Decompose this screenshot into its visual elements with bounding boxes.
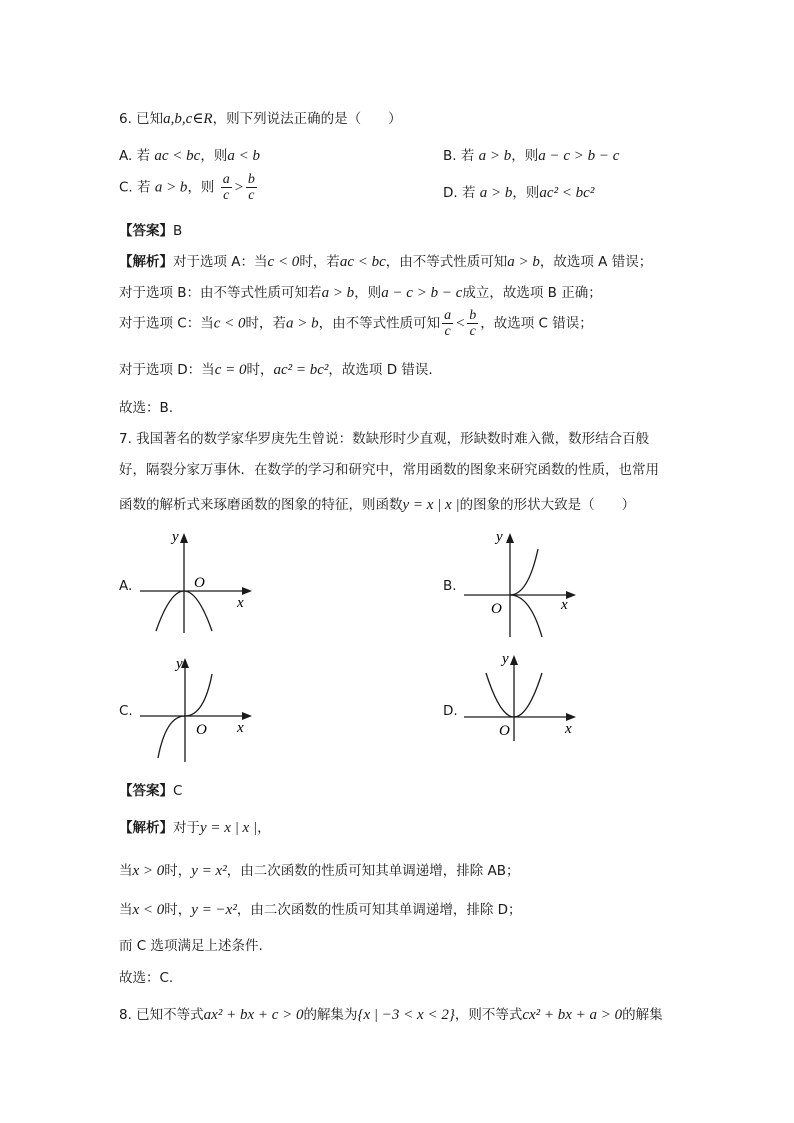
q6-analysis-line1: 【解析】对于选项 A：当c < 0时，若ac < bc，由不等式性质可知a > b，故选项 A 错误； — [119, 254, 653, 270]
curve-upper-branch — [510, 549, 538, 595]
q7-answer: 【答案】C — [119, 783, 183, 799]
y-axis-arrow — [180, 533, 188, 543]
graph-b-label: B. — [443, 578, 457, 594]
x-axis-arrow — [566, 713, 576, 721]
origin-label: O — [491, 601, 502, 617]
graph-c-label: C. — [119, 703, 133, 719]
graph-d — [464, 645, 594, 745]
curve-lower-branch — [510, 595, 542, 637]
q7-analysis-line4: 而 C 选项满足上述条件. — [119, 938, 263, 954]
x-label: x — [237, 595, 244, 611]
graph-c — [140, 650, 270, 765]
q7-analysis-line1: 【解析】对于y = x | x |， — [119, 820, 271, 836]
x-label: x — [237, 720, 244, 736]
q6-conclusion: 故选：B. — [119, 400, 174, 416]
q6-analysis-line3: 对于选项 C：当c < 0时，若a > b，由不等式性质可知 $\frac{a}{c}$ < $\frac{b}{c}$ ，故选项 C 错误； — [119, 308, 593, 339]
y-label: y — [176, 656, 183, 672]
y-axis-arrow — [510, 655, 518, 665]
y-label: y — [496, 529, 503, 545]
x-axis-arrow — [242, 712, 252, 720]
y-axis-arrow — [506, 533, 514, 543]
x-label: x — [561, 597, 568, 613]
q7-stem-line2: 好，隔裂分家万事休．在数学的学习和研究中，常用函数的图象来研究函数的性质，也常用 — [119, 462, 659, 478]
x-axis-arrow — [242, 587, 252, 595]
fraction-b-over-c-analysis: $\frac{b}{c}$ — [469, 308, 477, 339]
y-label: y — [172, 529, 179, 545]
q6-option-d: D. 若 a > b，则ac² < bc² — [443, 185, 595, 201]
q6-option-a: A. 若 ac < bc，则a < b — [119, 148, 260, 164]
q6-answer: 【答案】B — [119, 223, 183, 239]
fraction-b-over-c: $\frac{b}{c}$ — [247, 172, 255, 203]
graph-a — [140, 525, 270, 635]
q7-stem-line3: 函数的解析式来琢磨函数的图象的特征，则函数y = x | x |的图象的形状大致是（ ） — [119, 497, 636, 513]
graph-b — [464, 525, 594, 640]
fraction-a-over-c: $\frac{a}{c}$ — [222, 172, 230, 203]
q6-stem: 6. 已知a,b,c∈R，则下列说法正确的是（ ） — [119, 111, 402, 127]
q6-analysis-line2: 对于选项 B：由不等式性质可知若a > b，则a − c > b − c成立，故选项 B 正确； — [119, 285, 602, 301]
q7-analysis-line3: 当x < 0时，y = −x²，由二次函数的性质可知其单调递增，排除 D； — [119, 902, 522, 918]
x-label: x — [565, 721, 572, 737]
q7-analysis-line2: 当x > 0时，y = x²，由二次函数的性质可知其单调递增，排除 AB； — [119, 863, 520, 879]
q6-option-b: B. 若 a > b，则a − c > b − c — [443, 148, 620, 164]
q6-option-c: C. 若 a > b，则 $\frac{a}{c}$ > $\frac{b}{c}$ — [119, 172, 255, 203]
q7-conclusion: 故选：C. — [119, 970, 174, 986]
q6-analysis-line4: 对于选项 D：当c = 0时，ac² = bc²，故选项 D 错误. — [119, 362, 433, 378]
fraction-a-over-c-analysis: $\frac{a}{c}$ — [444, 308, 452, 339]
origin-label: O — [499, 723, 510, 739]
y-label: y — [502, 651, 509, 667]
origin-label: O — [194, 575, 205, 591]
q8-stem: 8. 已知不等式ax² + bx + c > 0的解集为{x | −3 < x < 2}，则不等式cx² + bx + a > 0的解集 — [119, 1007, 663, 1023]
graph-a-label: A. — [119, 578, 133, 594]
q7-stem-line1: 7. 我国著名的数学家华罗庚先生曾说：数缺形时少直观，形缺数时难入微，数形结合百般 — [119, 431, 650, 447]
graph-d-label: D. — [443, 703, 458, 719]
origin-label: O — [196, 722, 207, 738]
